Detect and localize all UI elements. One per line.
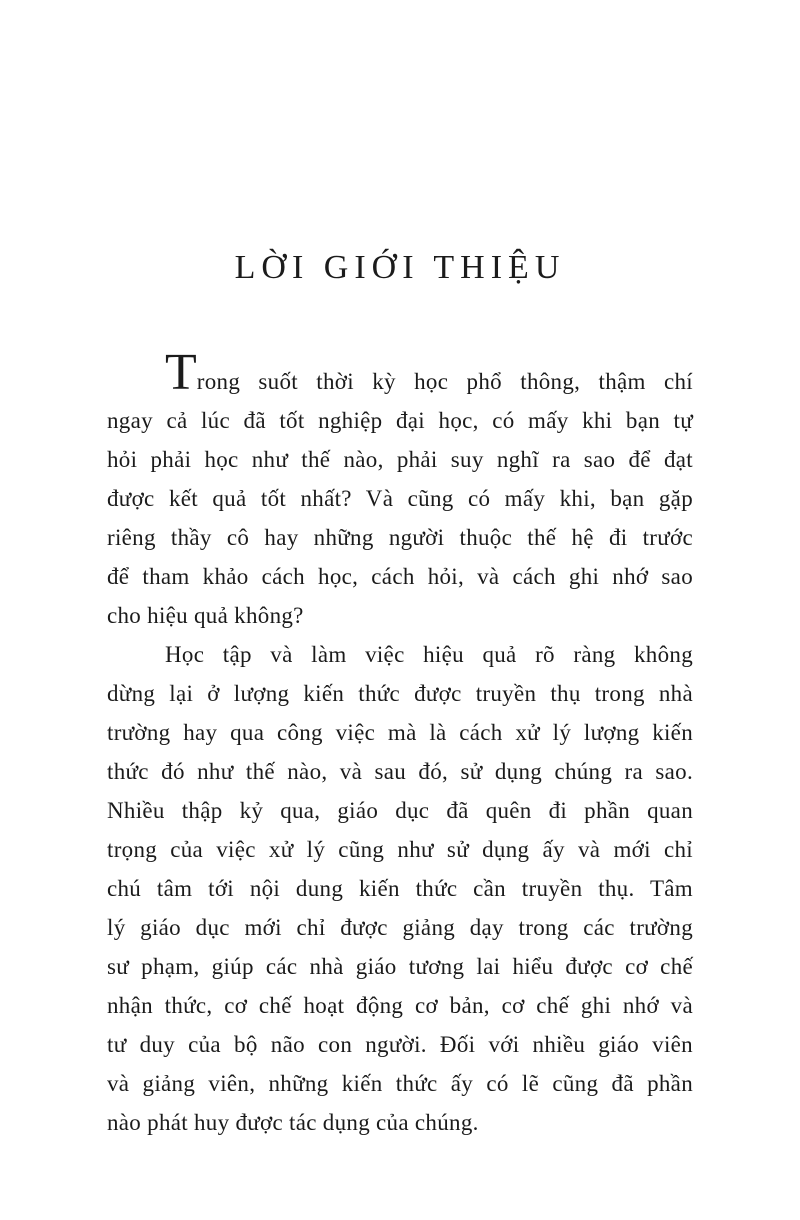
text-line: sư phạm, giúp các nhà giáo tương lai hiểu được cơ chế <box>107 954 693 979</box>
text-line: thức đó như thế nào, và sau đó, sử dụng chúng ra sao. <box>107 759 693 784</box>
text-line: tư duy của bộ não con người. Đối với nhiều giáo viên <box>107 1032 693 1057</box>
text-line: và giảng viên, những kiến thức ấy có lẽ cũng đã phần <box>107 1071 693 1096</box>
paragraph <box>107 635 693 1142</box>
text-line: trường hay qua công việc mà là cách xử lý lượng kiến <box>107 720 693 745</box>
drop-cap-initial: T <box>165 344 197 401</box>
text-line: chú tâm tới nội dung kiến thức cần truyền thụ. Tâm <box>107 876 693 901</box>
text-line: riêng thầy cô hay những người thuộc thế hệ đi trước <box>107 525 693 550</box>
text-line: ngay cả lúc đã tốt nghiệp đại học, có mấy khi bạn tự <box>107 408 693 433</box>
text-line: được kết quả tốt nhất? Và cũng có mấy khi, bạn gặp <box>107 486 693 511</box>
text-line: lý giáo dục mới chỉ được giảng dạy trong các trường <box>107 915 693 940</box>
paragraph <box>107 344 693 635</box>
text-line: trọng của việc xử lý cũng như sử dụng ấy và mới chỉ <box>107 837 693 862</box>
text-line: Học tập và làm việc hiệu quả rõ ràng không <box>165 642 693 667</box>
chapter-title: LỜI GIỚI THIỆU <box>234 249 566 286</box>
text-line: cho hiệu quả không? <box>107 603 304 628</box>
text-line: nào phát huy được tác dụng của chúng. <box>107 1110 479 1135</box>
text-line: hỏi phải học như thế nào, phải suy nghĩ ra sao để đạt <box>107 447 693 472</box>
text-line: Nhiều thập kỷ qua, giáo dục đã quên đi phần quan <box>107 798 693 823</box>
page-body <box>107 344 693 1142</box>
text-line: Trong suốt thời kỳ học phổ thông, thậm chí <box>165 344 693 401</box>
text-line: nhận thức, cơ chế hoạt động cơ bản, cơ chế ghi nhớ và <box>107 993 693 1018</box>
text-line: dừng lại ở lượng kiến thức được truyền thụ trong nhà <box>107 681 693 706</box>
text-line: để tham khảo cách học, cách hỏi, và cách ghi nhớ sao <box>107 564 693 589</box>
